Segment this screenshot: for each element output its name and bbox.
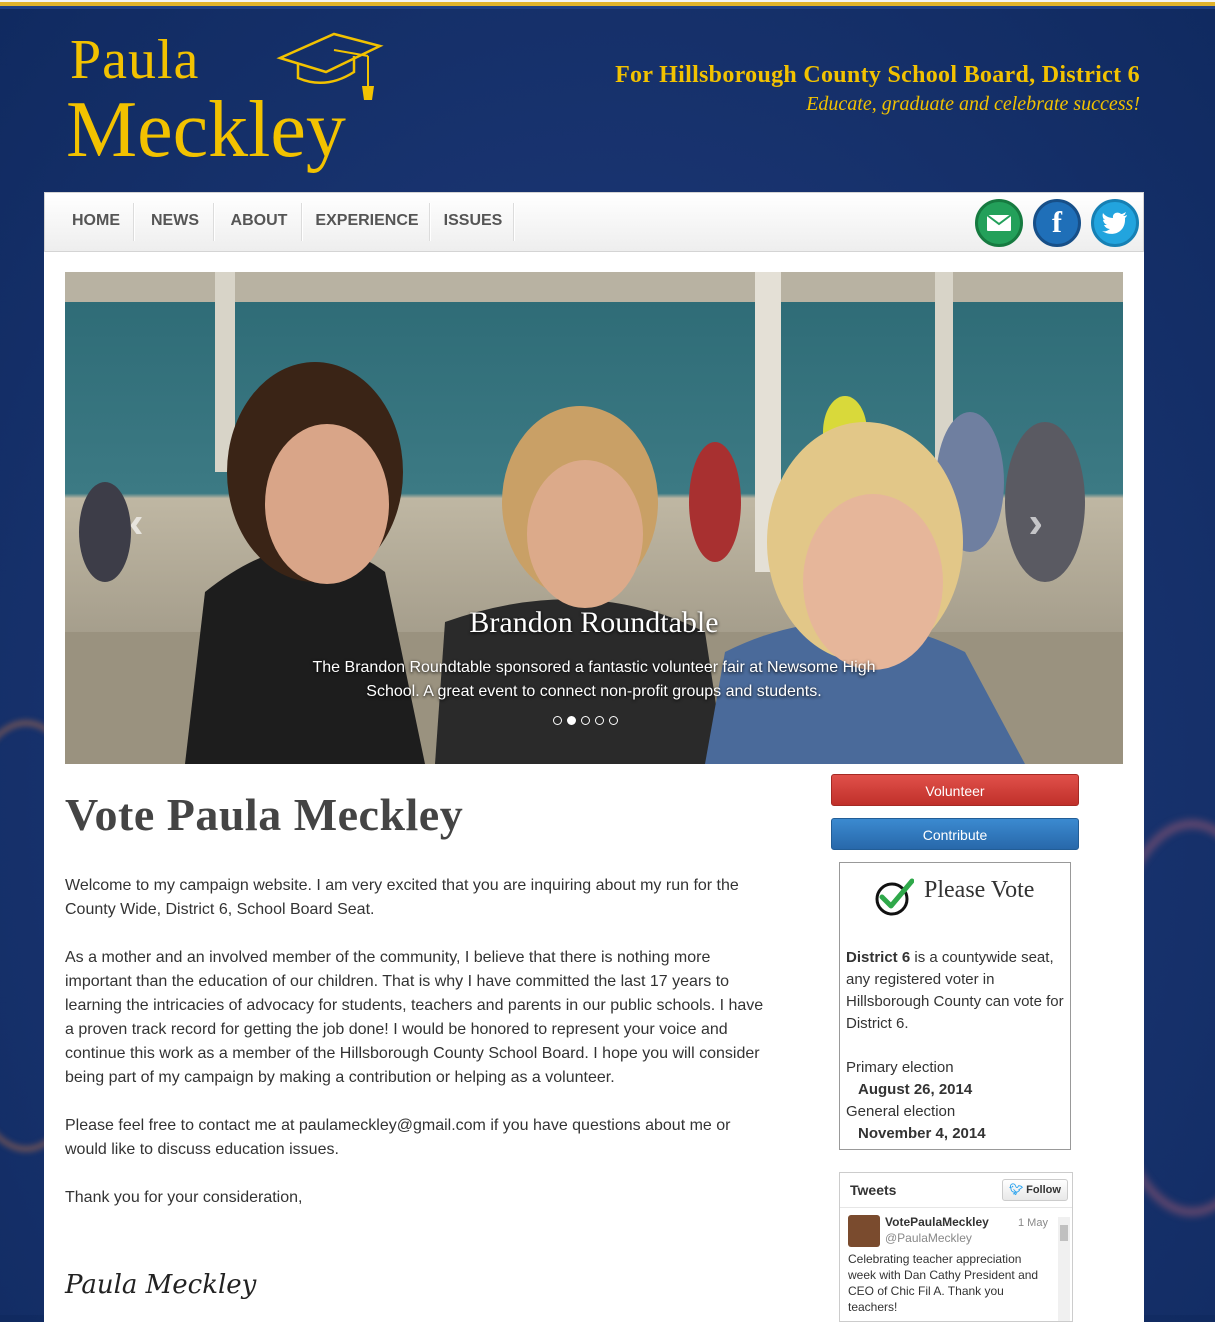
please-vote-title: Please Vote bbox=[924, 877, 1035, 903]
nav-experience[interactable]: EXPERIENCE bbox=[315, 212, 419, 229]
nav-news[interactable]: NEWS bbox=[151, 212, 199, 229]
slider-prev-arrow[interactable]: ‹ bbox=[129, 498, 144, 547]
signature: Paula Meckley bbox=[65, 1270, 257, 1300]
email-icon[interactable] bbox=[975, 199, 1023, 247]
graduation-cap-icon bbox=[276, 30, 386, 105]
twitter-widget-header bbox=[840, 1173, 1072, 1208]
slider-dot[interactable] bbox=[609, 716, 618, 725]
district-label: District 6 bbox=[846, 949, 911, 966]
logo-first-name: Paula bbox=[70, 29, 200, 91]
please-vote-info bbox=[846, 947, 1066, 1145]
facebook-icon[interactable]: f bbox=[1033, 199, 1081, 247]
slide-caption-text: The Brandon Roundtable sponsored a fantastic volunteer fair at Newsome High School. A great event to connect non-profit groups and students. bbox=[312, 659, 876, 700]
volunteer-button[interactable]: Volunteer bbox=[831, 774, 1079, 806]
slider-next-arrow[interactable]: › bbox=[1028, 498, 1043, 547]
slider-dot[interactable] bbox=[581, 716, 590, 725]
main-nav bbox=[44, 192, 1144, 252]
tweet-text: Celebrating teacher appreciation week with Dan Cathy President and CEO of Chic Fil A. Thank you teachers! bbox=[848, 1252, 1039, 1314]
top-stripe bbox=[0, 0, 1215, 9]
tagline-main: For Hillsborough County School Board, District 6 bbox=[615, 62, 1140, 88]
nav-divider bbox=[301, 203, 303, 241]
follow-button[interactable] bbox=[1002, 1179, 1068, 1201]
tweets-scrollbar[interactable] bbox=[1058, 1217, 1070, 1321]
nav-divider bbox=[429, 203, 431, 241]
content-page bbox=[44, 192, 1144, 1322]
slide-caption-title: Brandon Roundtable bbox=[469, 606, 719, 639]
tweet-date[interactable]: 1 May bbox=[1018, 1217, 1048, 1229]
nav-issues[interactable]: ISSUES bbox=[443, 212, 503, 229]
intro-paragraph: As a mother and an involved member of the community, I believe that there is nothing more important than the education of our children. That is why I have committed the last 17 years to learning the intricacies of advocacy for students, teachers and parents in our public schools. I have a proven track record for getting the job done! I would be honored to represent your voice and continue this work as a member of the Hillsborough County School Board. I hope you will consider being part of my campaign by making a contribution or helping as a volunteer. bbox=[65, 949, 764, 1086]
avatar[interactable] bbox=[848, 1215, 880, 1247]
nav-divider bbox=[213, 203, 215, 241]
intro-paragraph: Welcome to my campaign website. I am very excited that you are inquiring about my run for the County Wide, District 6, School Board Seat. bbox=[65, 877, 739, 918]
district-info bbox=[846, 947, 1066, 1035]
district-description: is a countywide seat, any registered voter in Hillsborough County can vote for District 6. bbox=[846, 949, 1064, 1032]
logo-last-name: Meckley bbox=[66, 86, 346, 174]
primary-election-label: Primary election bbox=[846, 1059, 954, 1076]
slider-dot[interactable] bbox=[595, 716, 604, 725]
intro-paragraph: Please feel free to contact me at paulameckley@gmail.com if you have questions about me or would like to discuss education issues. bbox=[65, 1117, 731, 1158]
nav-divider bbox=[513, 203, 515, 241]
tweets-title: Tweets bbox=[850, 1182, 897, 1198]
slider-dot[interactable] bbox=[553, 716, 562, 725]
follow-label: Follow bbox=[1026, 1184, 1061, 1196]
page-title: Vote Paula Meckley bbox=[65, 789, 464, 840]
contribute-button[interactable]: Contribute bbox=[831, 818, 1079, 850]
nav-divider bbox=[133, 203, 135, 241]
nav-home[interactable]: HOME bbox=[72, 212, 120, 229]
header-tagline bbox=[615, 62, 1140, 116]
twitter-bird-icon: 🐦︎ bbox=[1009, 1184, 1024, 1196]
scrollbar-thumb[interactable] bbox=[1060, 1225, 1068, 1241]
checkmark-icon bbox=[874, 877, 914, 917]
please-vote-box bbox=[839, 862, 1071, 1150]
hero-slider[interactable] bbox=[65, 272, 1123, 764]
tweet-author-name[interactable]: VotePaulaMeckley bbox=[885, 1215, 989, 1229]
primary-election-date: August 26, 2014 bbox=[858, 1081, 973, 1098]
twitter-widget bbox=[839, 1172, 1073, 1322]
nav-about[interactable]: ABOUT bbox=[230, 212, 288, 229]
intro-paragraph: Thank you for your consideration, bbox=[65, 1189, 303, 1206]
intro-text bbox=[65, 874, 765, 1234]
twitter-icon[interactable] bbox=[1091, 199, 1139, 247]
tagline-sub: Educate, graduate and celebrate success! bbox=[806, 93, 1140, 115]
general-election-label: General election bbox=[846, 1103, 956, 1120]
slider-dot-active[interactable] bbox=[567, 716, 576, 725]
site-logo[interactable] bbox=[66, 28, 396, 188]
tweet-author-handle[interactable]: @PaulaMeckley bbox=[885, 1231, 972, 1245]
general-election-date: November 4, 2014 bbox=[858, 1125, 986, 1142]
slider-pagination bbox=[553, 716, 618, 725]
